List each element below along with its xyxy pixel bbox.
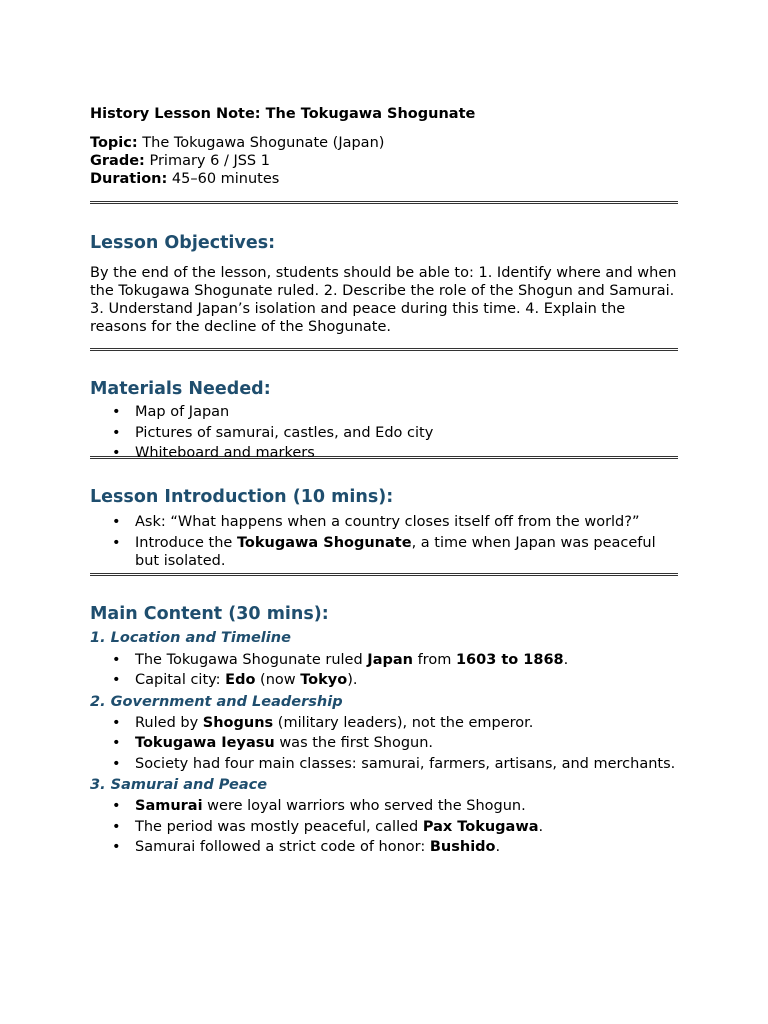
subsection-heading-samurai: 3. Samurai and Peace bbox=[90, 777, 268, 793]
lesson-note-page bbox=[90, 104, 678, 859]
grade-line bbox=[90, 152, 678, 170]
list-item: • Tokugawa Ieyasu was the first Shogun. bbox=[112, 735, 434, 751]
lesson-meta bbox=[90, 134, 678, 188]
list-item: • Map of Japan bbox=[112, 404, 230, 420]
objectives-heading: Lesson Objectives: bbox=[90, 233, 276, 253]
grade-label: Grade: bbox=[90, 153, 145, 169]
bullet-icon: • bbox=[112, 651, 121, 668]
list-item: • Whiteboard and markers bbox=[112, 445, 315, 461]
topic-line bbox=[90, 134, 678, 152]
list-item: • The period was mostly peaceful, called Pax Tokugawa. bbox=[112, 818, 544, 835]
topic-label: Topic: bbox=[90, 135, 138, 151]
grade-value: Primary 6 / JSS 1 bbox=[149, 153, 270, 169]
bullet-icon: • bbox=[112, 424, 121, 441]
objectives-text: By the end of the lesson, students should be able to: 1. Identify where and when the Tokugawa Shogunate ruled. 2. Describe the role of the Shogun and Samurai. 3. Understand Japan’s isolation and peace during this time. 4. Explain the reasons for the decline of the Shogunate. bbox=[90, 265, 677, 335]
section-divider bbox=[90, 201, 678, 204]
bullet-icon: • bbox=[112, 755, 121, 772]
list-item: • Introduce the Tokugawa Shogunate, a time when Japan was peaceful but isolated. bbox=[112, 534, 656, 569]
bullet-icon: • bbox=[112, 534, 121, 551]
subsection-heading-government: 2. Government and Leadership bbox=[90, 693, 343, 710]
duration-line bbox=[90, 170, 678, 188]
bullet-icon: • bbox=[112, 818, 121, 835]
list-item: • Samurai followed a strict code of honor: Bushido. bbox=[112, 839, 501, 855]
samurai-list bbox=[90, 797, 678, 856]
bullet-icon: • bbox=[112, 735, 121, 751]
materials-list bbox=[90, 403, 678, 462]
section-divider bbox=[90, 348, 678, 351]
bullet-icon: • bbox=[112, 714, 121, 731]
duration-label: Duration: bbox=[90, 171, 168, 187]
list-item: • Society had four main classes: samurai, farmers, artisans, and merchants. bbox=[112, 755, 676, 772]
document-title: History Lesson Note: The Tokugawa Shogunate bbox=[90, 106, 476, 122]
bullet-icon: • bbox=[112, 404, 121, 420]
introduction-heading: Lesson Introduction (10 mins): bbox=[90, 487, 394, 507]
bullet-icon: • bbox=[112, 798, 121, 814]
bullet-icon: • bbox=[112, 672, 121, 688]
subsection-heading-location: 1. Location and Timeline bbox=[90, 629, 291, 646]
materials-heading: Materials Needed: bbox=[90, 379, 271, 399]
location-list bbox=[90, 651, 678, 690]
list-item: • Capital city: Edo (now Tokyo). bbox=[112, 672, 358, 688]
list-item: • Samurai were loyal warriors who served the Shogun. bbox=[112, 798, 526, 814]
list-item: • Pictures of samurai, castles, and Edo city bbox=[112, 424, 434, 441]
list-item: • Ask: “What happens when a country closes itself off from the world?” bbox=[112, 514, 640, 530]
list-item: • Ruled by Shoguns (military leaders), not the emperor. bbox=[112, 714, 534, 731]
duration-value: 45–60 minutes bbox=[171, 171, 280, 187]
main-content-heading: Main Content (30 mins): bbox=[90, 603, 329, 624]
bullet-icon: • bbox=[112, 839, 121, 855]
list-item: • The Tokugawa Shogunate ruled Japan from 1603 to 1868. bbox=[112, 651, 569, 668]
government-list bbox=[90, 714, 678, 773]
section-divider bbox=[90, 573, 678, 576]
bullet-icon: • bbox=[112, 514, 121, 530]
bullet-icon: • bbox=[112, 445, 121, 461]
topic-value: The Tokugawa Shogunate (Japan) bbox=[142, 135, 385, 151]
introduction-list bbox=[90, 513, 678, 570]
